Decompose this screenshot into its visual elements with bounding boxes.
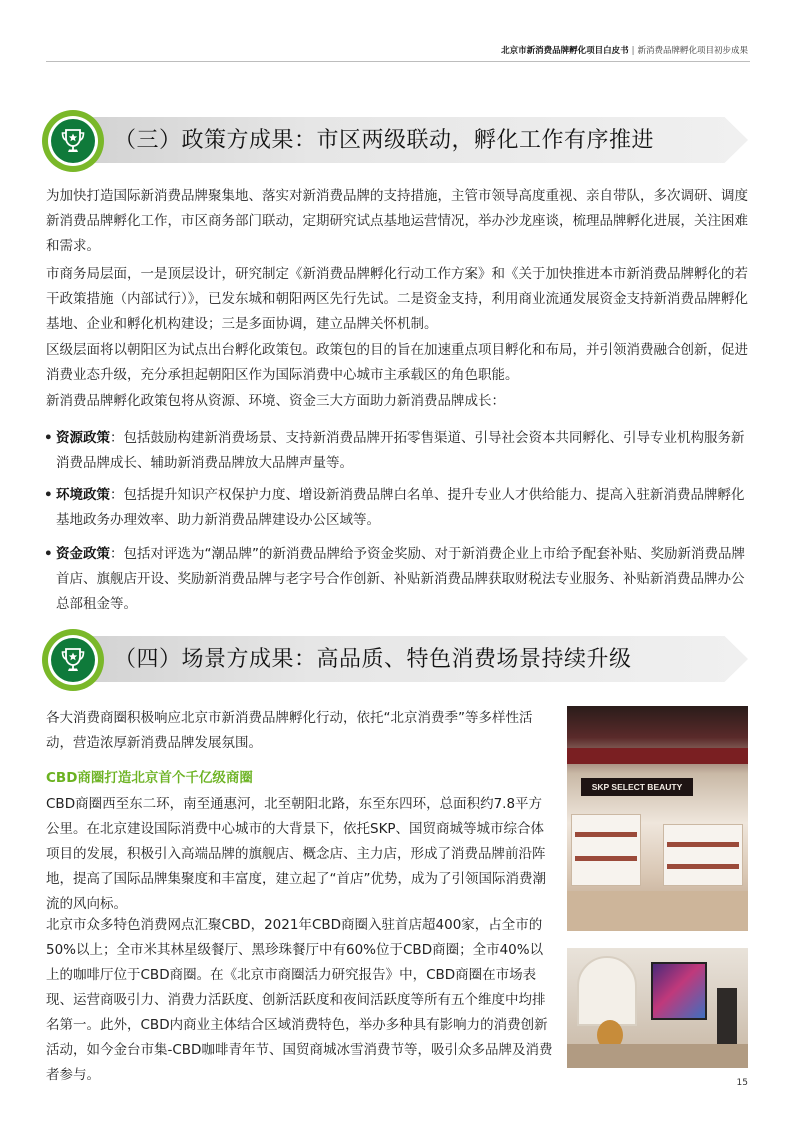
photo-floor: [567, 891, 748, 931]
display-shelf: [667, 842, 739, 847]
chapter-title: 新消费品牌孵化项目初步成果: [637, 46, 748, 56]
photo-arch: [577, 956, 637, 1026]
page-number: 15: [736, 1078, 748, 1088]
section-4-intro: 各大消费商圈积极响应北京市新消费品牌孵化行动，依托“北京消费季”等多样性活动，营造浓厚新消费品牌发展氛围。: [46, 710, 533, 751]
bullet-text: ：包括提升知识产权保护力度、增设新消费品牌白名单、提升专业人才供给能力、提高入驻新消费品牌孵化基地政务办理效率、助力新消费品牌建设办公区域等。: [56, 487, 745, 528]
section-4-title: （四）场景方成果：高品质、特色消费场景持续升级: [114, 647, 632, 672]
photo-stand: [717, 988, 737, 1048]
section-4-banner: [42, 630, 748, 688]
header-rule: [46, 61, 750, 62]
bullet-term: 环境政策: [56, 487, 110, 503]
bullet-term: 资源政策: [56, 430, 110, 446]
bullet-text: ：包括对评选为“潮品牌”的新消费品牌给予资金奖励、对于新消费企业上市给予配套补贴、奖励新消费品牌首店、旗舰店开设、奖励新消费品牌与老字号合作创新、补贴新消费品牌获取财税法专业服务、补贴新消费品牌办公总部租金等。: [56, 546, 745, 612]
section-3-paragraph-3: 区级层面将以朝阳区为试点出台孵化政策包。政策包的目的旨在加速重点项目孵化和布局，并引领消费融合创新，促进消费业态升级，充分承担起朝阳区作为国际消费中心城市主承载区的角色职能。: [46, 342, 748, 383]
running-header: [501, 44, 748, 56]
photo-ceiling-beam: [567, 748, 748, 764]
display-cabinet: [571, 814, 641, 886]
store-interior-photo: [567, 706, 748, 931]
section-3-banner: [42, 111, 748, 169]
trophy-star-icon: [42, 629, 104, 691]
bullet-environment-policy: [44, 483, 748, 533]
bullet-resource-policy: [44, 426, 748, 476]
display-shelf: [667, 864, 739, 869]
section-3-title: （三）政策方成果：市区两级联动，孵化工作有序推进: [114, 128, 655, 153]
bullet-term: 资金政策: [56, 546, 110, 562]
cafe-interior-photo: [567, 948, 748, 1068]
photo-floor: [567, 1044, 748, 1068]
section-4-paragraph-1: CBD商圈西至东二环，南至通惠河，北至朝阳北路，东至东四环，总面积约7.8平方公里。在北京建设国际消费中心城市的大背景下，依托SKP、国贸商城等城市综合体项目的发展，积极引入高端品牌的旗舰店、概念店、主力店，形成了消费品牌前沿阵地，提高了国际品牌集聚度和丰富度，建立起了“首店”优势，成为了引领国际消费潮流的风向标。: [46, 796, 546, 912]
subheading-cbd: CBD商圈打造北京首个千亿级商圈: [46, 770, 253, 786]
bullet-funding-policy: [44, 542, 748, 617]
bullet-dot: •: [44, 487, 53, 503]
section-3-paragraph-2: 市商务局层面，一是顶层设计，研究制定《新消费品牌孵化行动工作方案》和《关于加快推进本市新消费品牌孵化的若干政策措施（内部试行）》，已发东城和朝阳两区先行先试。二是资金支持，利用商业流通发展资金支持新消费品牌孵化基地、企业和孵化机构建设；三是多面协调，建立品牌关怀机制。: [46, 266, 748, 332]
bullet-dot: •: [44, 546, 53, 562]
trophy-star-icon: [42, 110, 104, 172]
store-sign: SKP SELECT BEAUTY: [581, 778, 693, 796]
header-separator: |: [631, 46, 635, 56]
section-3-paragraph-4: 新消费品牌孵化政策包将从资源、环境、资金三大方面助力新消费品牌成长：: [46, 393, 505, 409]
bullet-text: ：包括鼓励构建新消费场景、支持新消费品牌开拓零售渠道、引导社会资本共同孵化、引导专业机构服务新消费品牌成长、辅助新消费品牌放大品牌声量等。: [56, 430, 745, 471]
document-title: 北京市新消费品牌孵化项目白皮书: [501, 46, 629, 56]
photo-screen: [651, 962, 707, 1020]
bullet-dot: •: [44, 430, 53, 446]
section-3-paragraph-1: 为加快打造国际新消费品牌聚集地、落实对新消费品牌的支持措施，主管市领导高度重视、亲自带队，多次调研、调度新消费品牌孵化工作，市区商务部门联动，定期研究试点基地运营情况，举办沙龙座谈，梳理品牌孵化进展，关注困难和需求。: [46, 188, 748, 254]
section-4-paragraph-2: 北京市众多特色消费网点汇聚CBD，2021年CBD商圈入驻首店超400家，占全市的50%以上；全市米其林星级餐厅、黑珍珠餐厅中有60%位于CBD商圈；全市40%以上的咖啡厅位于CBD商圈。在《北京市商圈活力研究报告》中，CBD商圈在市场表现、运营商吸引力、消费力活跃度、创新活跃度和夜间活跃度等所有五个维度中均排名第一。此外，CBD内商业主体结合区域消费特色，举办多种具有影响力的消费创新活动，如今金台市集-CBD咖啡青年节、国贸商城冰雪消费节等，吸引众多品牌及消费者参与。: [46, 917, 553, 1083]
display-shelf: [575, 856, 637, 861]
display-cabinet: [663, 824, 743, 886]
display-shelf: [575, 832, 637, 837]
